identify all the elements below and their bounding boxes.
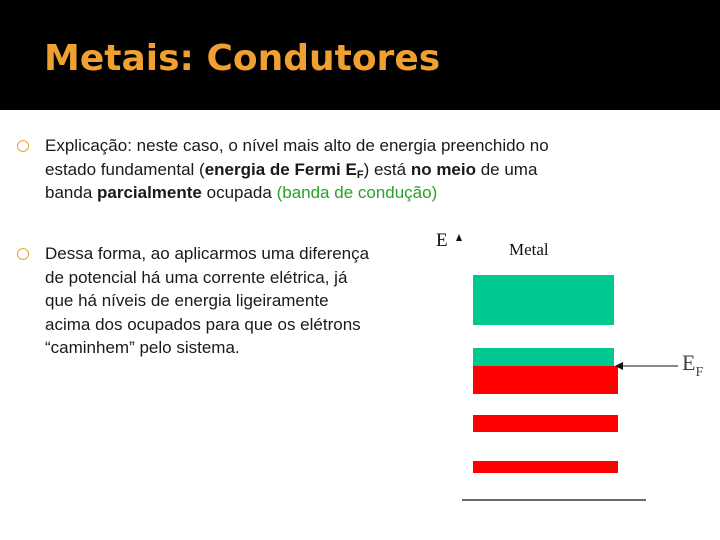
partially-filled-band: [473, 366, 618, 394]
fermi-level-label: $E_F$: [682, 350, 704, 380]
conduction-band-text: (banda de condução): [276, 183, 438, 202]
bullet-2-line: de potencial há uma corrente elétrica, já: [45, 267, 348, 287]
partially-empty-band: [473, 348, 614, 366]
bullet-2-line: acima dos ocupados para que os elétrons: [45, 314, 361, 334]
filled-band: [473, 461, 618, 473]
metal-label: Metal: [509, 240, 549, 259]
bullet-1-line-1: Explicação: neste caso, o nível mais alto de energia preenchido no: [45, 136, 549, 155]
empty-band: [473, 275, 614, 325]
bullet-2-line: “caminhem” pelo sistema.: [45, 338, 240, 357]
slide-title: Metais: Condutores: [44, 38, 441, 79]
bullet-1-line-3: banda parcialmente ocupada (banda de condução): [45, 183, 438, 202]
axis-arrow-icon: [456, 234, 462, 241]
bullet-2-line: Dessa forma, ao aplicarmos uma diferença: [45, 244, 370, 263]
bullet-2-line: que há níveis de energia ligeiramente: [45, 291, 329, 310]
energy-axis-label: E: [436, 230, 448, 251]
bullet-1-line-2: estado fundamental (energia de Fermi $E_F$) está no meio de uma: [45, 159, 538, 181]
filled-band: [473, 415, 618, 432]
